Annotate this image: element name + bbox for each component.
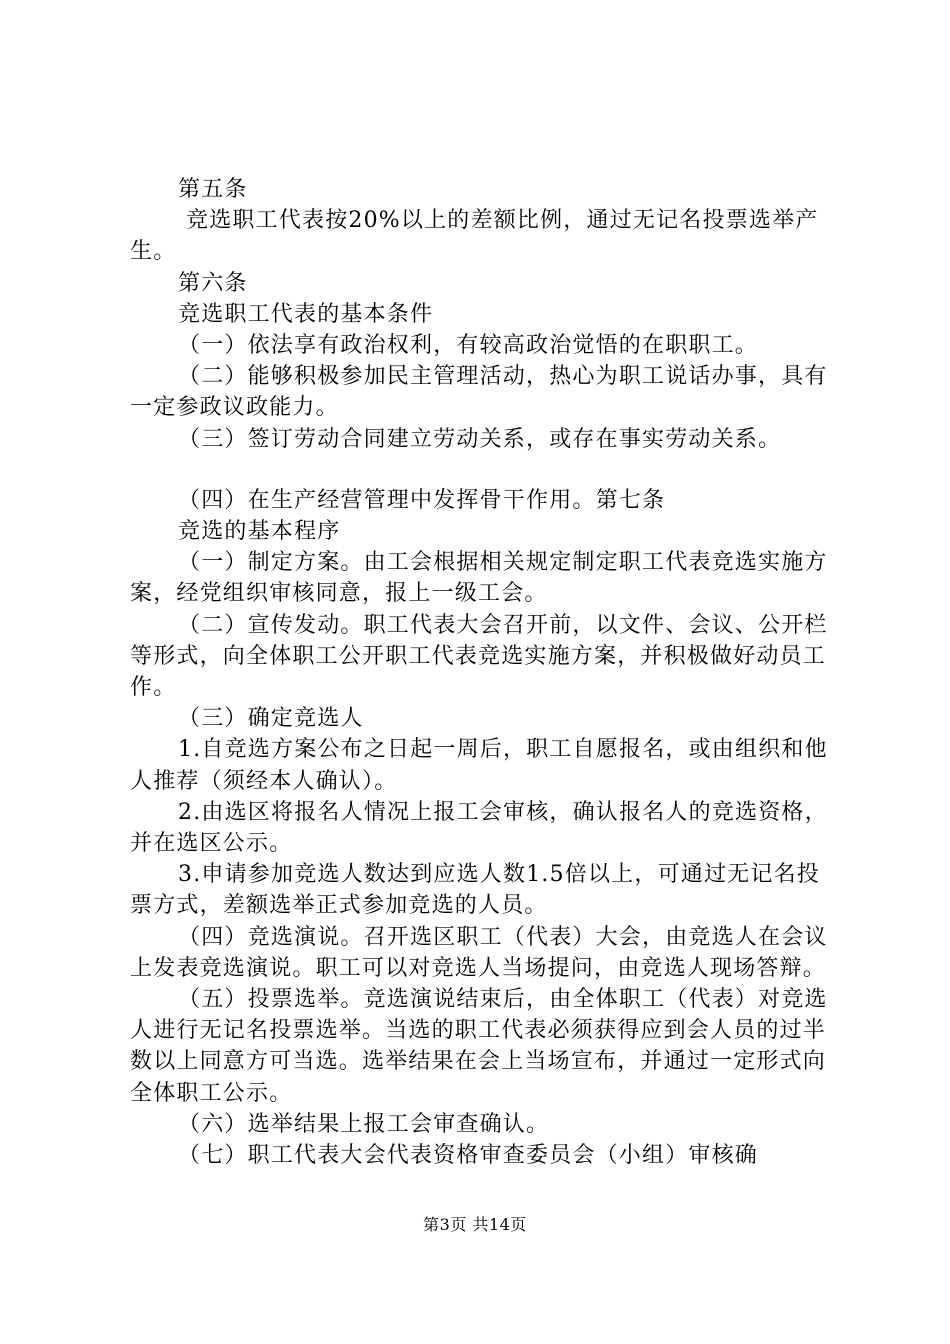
paragraph: （二）能够积极参加民主管理活动，热心为职工说话办事，具有一定参政议政能力。 bbox=[130, 364, 828, 421]
page-footer: 第3页 共14页 bbox=[423, 1215, 527, 1234]
paragraph: （七）职工代表大会代表资格审查委员会（小组）审核确 bbox=[178, 1143, 759, 1169]
paragraph: 1.自竞选方案公布之日起一周后，职工自愿报名，或由组织和他人推荐（须经本人确认）。 bbox=[130, 737, 828, 794]
section-heading: 竞选的基本程序 bbox=[178, 519, 341, 545]
paragraph: （三）确定竞选人 bbox=[178, 706, 364, 732]
article-heading-5: 第五条 bbox=[178, 177, 248, 202]
document-body bbox=[130, 174, 835, 1171]
section-heading: 竞选职工代表的基本条件 bbox=[178, 301, 434, 327]
paragraph: （三）签订劳动合同建立劳动关系，或存在事实劳动关系。 bbox=[178, 426, 782, 452]
paragraph: 竞选职工代表按20%以上的差额比例，通过无记名投票选举产生。 bbox=[130, 208, 819, 265]
blank-line bbox=[130, 455, 835, 485]
paragraph: （四）竞选演说。召开选区职工（代表）大会，由竞选人在会议上发表竞选演说。职工可以对竞选人当场提问，由竞选人现场答辩。 bbox=[130, 924, 828, 981]
paragraph: （一）依法享有政治权利，有较高政治觉悟的在职职工。 bbox=[178, 333, 759, 359]
paragraph: 2.由选区将报名人情况上报工会审核，确认报名人的竞选资格，并在选区公示。 bbox=[130, 799, 828, 857]
article-heading-6: 第六条 bbox=[178, 270, 248, 296]
paragraph: （二）宣传发动。职工代表大会召开前，以文件、会议、公开栏等形式，向全体职工公开职工代表竞选实施方案，并积极做好动员工作。 bbox=[130, 612, 828, 701]
paragraph: （一）制定方案。由工会根据相关规定制定职工代表竞选实施方案，经党组织审核同意，报上一级工会。 bbox=[130, 550, 828, 607]
paragraph: （四）在生产经营管理中发挥骨干作用。第七条 bbox=[178, 487, 666, 513]
paragraph: 3.申请参加竞选人数达到应选人数1.5倍以上，可通过无记名投票方式，差额选举正式参加竞选的人员。 bbox=[130, 862, 820, 919]
paragraph: （六）选举结果上报工会审查确认。 bbox=[178, 1111, 550, 1137]
paragraph: （五）投票选举。竞选演说结束后，由全体职工（代表）对竞选人进行无记名投票选举。当选的职工代表必须获得应到会人员的过半数以上同意方可当选。选举结果在会上当场宣布，并通过一定形式向全体职工公示。 bbox=[130, 987, 828, 1106]
